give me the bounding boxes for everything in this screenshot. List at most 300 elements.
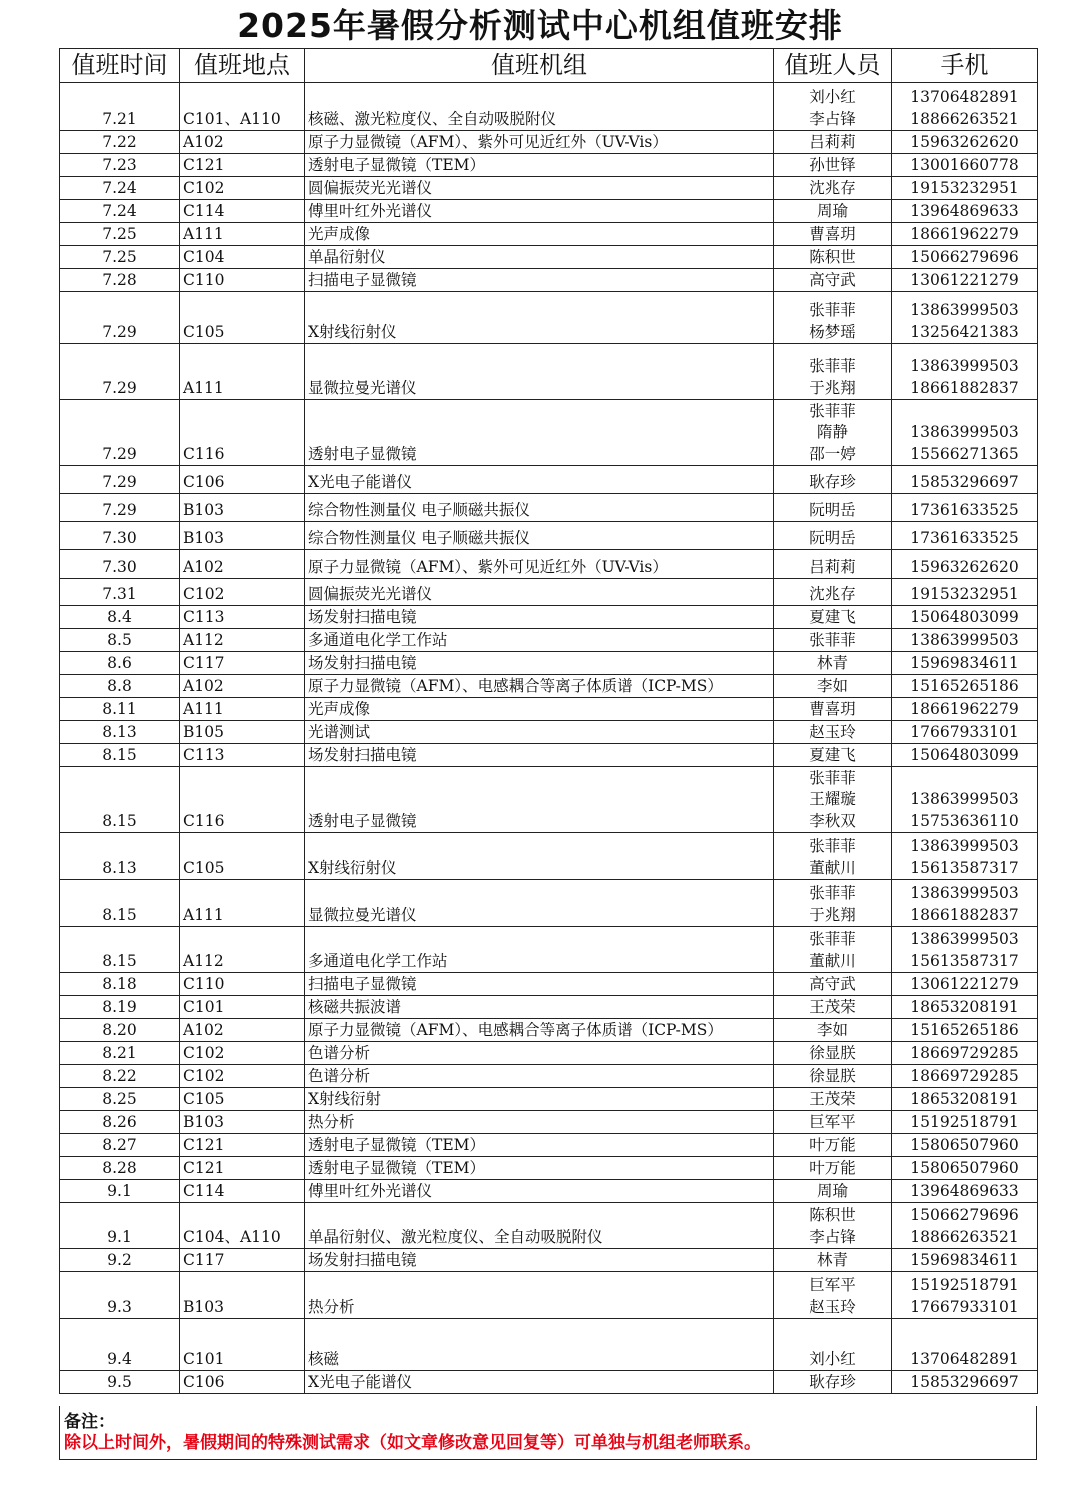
staff-cell [774, 1134, 892, 1157]
table-row [60, 1180, 1038, 1203]
table-header-row [60, 49, 1038, 83]
table-row [60, 606, 1038, 629]
duty-date-cell: 9.2 [60, 1249, 180, 1272]
duty-date-cell: 9.3 [60, 1272, 180, 1319]
staff-cell [774, 996, 892, 1019]
phone-cell [892, 466, 1038, 494]
phone-number: 13964869633 [910, 1181, 1019, 1200]
duty-location-cell: C114 [180, 1180, 305, 1203]
duty-date-cell: 8.6 [60, 652, 180, 675]
staff-name: 董献川 [809, 951, 856, 970]
duty-location-cell: C105 [180, 292, 305, 344]
phone-number: 15064803099 [910, 607, 1019, 626]
instrument-cell: 单晶衍射仪、激光粒度仪、全自动吸脱附仪 [305, 1203, 774, 1249]
duty-date-cell: 8.18 [60, 973, 180, 996]
duty-location-cell: A102 [180, 131, 305, 154]
staff-name: 孙世铎 [809, 155, 856, 174]
instrument-cell: 核磁共振波谱 [305, 996, 774, 1019]
duty-location-cell: A102 [180, 675, 305, 698]
staff-name: 王耀璇 [809, 790, 856, 808]
duty-location-cell: C102 [180, 1065, 305, 1088]
table-row [60, 721, 1038, 744]
table-row [60, 698, 1038, 721]
instrument-cell: 核磁 [305, 1319, 774, 1371]
duty-location-cell: C114 [180, 200, 305, 223]
duty-location-cell: A111 [180, 223, 305, 246]
phone-cell [892, 652, 1038, 675]
duty-location-cell: C101 [180, 1319, 305, 1371]
table-row [60, 675, 1038, 698]
staff-name: 阮明岳 [809, 500, 856, 519]
table-row [60, 1042, 1038, 1065]
staff-cell [774, 744, 892, 767]
duty-date-cell: 7.29 [60, 292, 180, 344]
phone-cell [892, 629, 1038, 652]
duty-location-cell: A111 [180, 880, 305, 927]
phone-cell [892, 494, 1038, 522]
instrument-cell: 傅里叶红外光谱仪 [305, 1180, 774, 1203]
duty-date-cell: 8.13 [60, 721, 180, 744]
duty-location-cell: C117 [180, 1249, 305, 1272]
phone-cell [892, 83, 1038, 131]
phone-number: 15853296697 [910, 1372, 1019, 1391]
table-row [60, 1134, 1038, 1157]
duty-date-cell: 9.4 [60, 1319, 180, 1371]
header-duty-time: 值班时间 [60, 49, 180, 83]
phone-cell [892, 1203, 1038, 1249]
header-instrument-group: 值班机组 [305, 49, 774, 83]
table-row [60, 744, 1038, 767]
phone-number: 15165265186 [910, 1020, 1019, 1039]
staff-cell [774, 292, 892, 344]
phone-number: 15853296697 [910, 472, 1019, 491]
phone-cell [892, 927, 1038, 973]
table-row [60, 1249, 1038, 1272]
phone-number: 15613587317 [910, 858, 1019, 877]
phone-cell [892, 833, 1038, 880]
table-row [60, 996, 1038, 1019]
table-row [60, 927, 1038, 973]
phone-cell [892, 1019, 1038, 1042]
table-row [60, 579, 1038, 606]
duty-date-cell: 7.31 [60, 579, 180, 606]
phone-number: 18661882837 [910, 378, 1019, 397]
duty-location-cell: A112 [180, 629, 305, 652]
phone-number: 15969834611 [910, 1250, 1019, 1269]
duty-location-cell: C106 [180, 466, 305, 494]
header-mobile-phone: 手机 [892, 49, 1038, 83]
phone-cell [892, 675, 1038, 698]
duty-date-cell: 9.5 [60, 1371, 180, 1394]
staff-name: 刘小红 [809, 1349, 856, 1368]
staff-cell [774, 246, 892, 269]
phone-cell [892, 1319, 1038, 1371]
staff-name: 李如 [816, 676, 848, 695]
instrument-cell: 透射电子显微镜 [305, 767, 774, 833]
table-row [60, 400, 1038, 466]
phone-cell [892, 1180, 1038, 1203]
duty-location-cell: A111 [180, 344, 305, 400]
duty-location-cell: C105 [180, 1088, 305, 1111]
phone-number: 13863999503 [910, 930, 1019, 948]
duty-location-cell: B103 [180, 494, 305, 522]
instrument-cell: 色谱分析 [305, 1042, 774, 1065]
staff-name: 林青 [816, 653, 848, 672]
phone-number: 15613587317 [910, 951, 1019, 970]
table-row [60, 767, 1038, 833]
phone-number: 18866263521 [910, 109, 1019, 128]
staff-cell [774, 721, 892, 744]
duty-location-cell: B105 [180, 721, 305, 744]
duty-date-cell: 8.5 [60, 629, 180, 652]
staff-name: 叶万能 [809, 1135, 856, 1154]
staff-cell [774, 1180, 892, 1203]
phone-number: 15963262620 [910, 557, 1019, 576]
table-row [60, 1088, 1038, 1111]
duty-location-cell: C102 [180, 1042, 305, 1065]
instrument-cell: 色谱分析 [305, 1065, 774, 1088]
instrument-cell: 综合物性测量仪 电子顺磁共振仪 [305, 494, 774, 522]
phone-cell [892, 550, 1038, 579]
duty-date-cell: 8.28 [60, 1157, 180, 1180]
header-duty-staff: 值班人员 [774, 49, 892, 83]
staff-cell [774, 973, 892, 996]
instrument-cell: 光谱测试 [305, 721, 774, 744]
phone-number: 13061221279 [910, 974, 1019, 993]
staff-cell [774, 579, 892, 606]
duty-date-cell: 7.30 [60, 550, 180, 579]
duty-date-cell: 7.29 [60, 344, 180, 400]
phone-number: 13863999503 [910, 790, 1019, 808]
duty-date-cell: 9.1 [60, 1180, 180, 1203]
staff-name: 张菲菲 [809, 884, 856, 902]
duty-date-cell: 9.1 [60, 1203, 180, 1249]
staff-name: 于兆翔 [809, 905, 856, 924]
staff-name: 刘小红 [809, 88, 856, 106]
staff-name: 周瑜 [816, 201, 848, 220]
duty-date-cell: 8.11 [60, 698, 180, 721]
duty-date-cell: 7.22 [60, 131, 180, 154]
duty-date-cell: 8.19 [60, 996, 180, 1019]
phone-cell [892, 973, 1038, 996]
staff-name: 叶万能 [809, 1158, 856, 1177]
staff-cell [774, 675, 892, 698]
staff-cell [774, 494, 892, 522]
staff-cell [774, 1203, 892, 1249]
duty-date-cell: 8.15 [60, 880, 180, 927]
instrument-cell: 热分析 [305, 1272, 774, 1319]
phone-number: 15566271365 [910, 444, 1019, 463]
phone-cell [892, 246, 1038, 269]
staff-cell [774, 927, 892, 973]
phone-number: 13863999503 [910, 423, 1019, 441]
instrument-cell: 扫描电子显微镜 [305, 973, 774, 996]
duty-date-cell: 8.26 [60, 1111, 180, 1134]
phone-number: 13964869633 [910, 201, 1019, 220]
instrument-cell: 原子力显微镜（AFM）、电感耦合等离子体质谱（ICP-MS） [305, 1019, 774, 1042]
staff-cell [774, 522, 892, 550]
instrument-cell: 圆偏振荧光光谱仪 [305, 177, 774, 200]
staff-name: 耿存珍 [809, 472, 856, 491]
phone-number: 17667933101 [910, 722, 1019, 741]
phone-number: 15066279696 [910, 247, 1019, 266]
staff-name: 巨军平 [809, 1112, 856, 1131]
duty-date-cell: 8.15 [60, 744, 180, 767]
staff-cell [774, 1371, 892, 1394]
instrument-cell: X光电子能谱仪 [305, 466, 774, 494]
phone-number: 13256421383 [910, 322, 1019, 341]
phone-number: 15192518791 [910, 1276, 1019, 1294]
phone-cell [892, 1111, 1038, 1134]
instrument-cell: X射线衍射仪 [305, 292, 774, 344]
staff-cell [774, 1065, 892, 1088]
phone-number: 18669729285 [910, 1043, 1019, 1062]
staff-cell [774, 767, 892, 833]
notes-text: 除以上时间外，暑假期间的特殊测试需求（如文章修改意见回复等）可单独与机组老师联系。 [64, 1433, 761, 1453]
staff-cell [774, 466, 892, 494]
staff-name: 王茂荣 [809, 1089, 856, 1108]
phone-number: 18669729285 [910, 1066, 1019, 1085]
phone-number: 15806507960 [910, 1135, 1019, 1154]
table-row [60, 1319, 1038, 1371]
duty-location-cell: A102 [180, 1019, 305, 1042]
duty-date-cell: 8.21 [60, 1042, 180, 1065]
instrument-cell: 傅里叶红外光谱仪 [305, 200, 774, 223]
duty-location-cell: A111 [180, 698, 305, 721]
duty-date-cell: 8.13 [60, 833, 180, 880]
phone-cell [892, 1042, 1038, 1065]
duty-location-cell: C101、A110 [180, 83, 305, 131]
staff-cell [774, 698, 892, 721]
instrument-cell: 场发射扫描电镜 [305, 652, 774, 675]
table-row [60, 83, 1038, 131]
instrument-cell: 光声成像 [305, 223, 774, 246]
table-row [60, 494, 1038, 522]
staff-name: 林青 [816, 1250, 848, 1269]
instrument-cell: 场发射扫描电镜 [305, 1249, 774, 1272]
header-duty-location: 值班地点 [180, 49, 305, 83]
staff-name: 张菲菲 [809, 357, 856, 375]
phone-number: 13863999503 [910, 357, 1019, 375]
page-title: 2025年暑假分析测试中心机组值班安排 [237, 6, 843, 45]
phone-cell [892, 996, 1038, 1019]
duty-location-cell: C102 [180, 177, 305, 200]
phone-number: 15066279696 [910, 1206, 1019, 1224]
notes-label: 备注： [64, 1412, 115, 1432]
staff-name: 阮明岳 [809, 528, 856, 547]
staff-name: 王茂荣 [809, 997, 856, 1016]
instrument-cell: 原子力显微镜（AFM）、电感耦合等离子体质谱（ICP-MS） [305, 675, 774, 698]
phone-number: 13863999503 [910, 884, 1019, 902]
phone-cell [892, 698, 1038, 721]
instrument-cell: X光电子能谱仪 [305, 1371, 774, 1394]
staff-name: 李占锋 [809, 1227, 856, 1246]
table-row [60, 550, 1038, 579]
staff-name: 徐显朕 [809, 1066, 856, 1085]
duty-location-cell: C105 [180, 833, 305, 880]
instrument-cell: 透射电子显微镜（TEM） [305, 154, 774, 177]
staff-cell [774, 1019, 892, 1042]
phone-number: 19153232951 [910, 584, 1019, 603]
duty-date-cell: 8.20 [60, 1019, 180, 1042]
duty-location-cell: C106 [180, 1371, 305, 1394]
duty-date-cell: 8.27 [60, 1134, 180, 1157]
staff-name: 高守武 [809, 974, 856, 993]
staff-name: 沈兆存 [809, 178, 856, 197]
staff-name: 耿存珍 [809, 1372, 856, 1391]
staff-name: 陈积世 [809, 247, 856, 266]
instrument-cell: 圆偏振荧光光谱仪 [305, 579, 774, 606]
staff-cell [774, 629, 892, 652]
staff-name: 杨梦瑶 [809, 322, 856, 341]
phone-cell [892, 177, 1038, 200]
staff-name: 夏建飞 [809, 607, 856, 626]
staff-name: 隋静 [816, 423, 848, 441]
duty-location-cell: C104、A110 [180, 1203, 305, 1249]
duty-date-cell: 8.25 [60, 1088, 180, 1111]
phone-number: 15064803099 [910, 745, 1019, 764]
phone-cell [892, 344, 1038, 400]
duty-date-cell: 7.23 [60, 154, 180, 177]
staff-cell [774, 1042, 892, 1065]
instrument-cell: 透射电子显微镜（TEM） [305, 1134, 774, 1157]
staff-cell [774, 269, 892, 292]
staff-cell [774, 400, 892, 466]
table-row [60, 246, 1038, 269]
table-row [60, 131, 1038, 154]
phone-number: 18653208191 [910, 997, 1019, 1016]
duty-date-cell: 8.15 [60, 927, 180, 973]
staff-name: 赵玉玲 [809, 1297, 856, 1316]
duty-location-cell: C110 [180, 973, 305, 996]
duty-location-cell: C121 [180, 1134, 305, 1157]
phone-number: 18661962279 [910, 224, 1019, 243]
staff-name: 曹喜玥 [809, 699, 856, 718]
table-row [60, 1371, 1038, 1394]
table-row [60, 880, 1038, 927]
staff-cell [774, 1319, 892, 1371]
staff-name: 曹喜玥 [809, 224, 856, 243]
phone-number: 17361633525 [910, 528, 1019, 547]
staff-cell [774, 344, 892, 400]
phone-cell [892, 522, 1038, 550]
phone-number: 13706482891 [910, 88, 1019, 106]
phone-cell [892, 269, 1038, 292]
staff-name: 李占锋 [809, 109, 856, 128]
table-row [60, 223, 1038, 246]
staff-cell [774, 223, 892, 246]
staff-name: 于兆翔 [809, 378, 856, 397]
duty-location-cell: C104 [180, 246, 305, 269]
duty-date-cell: 7.24 [60, 177, 180, 200]
table-row [60, 1157, 1038, 1180]
table-row [60, 1019, 1038, 1042]
staff-name: 邵一婷 [809, 444, 856, 463]
staff-cell [774, 550, 892, 579]
table-row [60, 629, 1038, 652]
staff-name: 陈积世 [809, 1206, 856, 1224]
staff-cell [774, 154, 892, 177]
phone-number: 13863999503 [910, 630, 1019, 649]
staff-cell [774, 177, 892, 200]
staff-name: 徐显朕 [809, 1043, 856, 1062]
phone-number: 19153232951 [910, 178, 1019, 197]
duty-location-cell: B103 [180, 522, 305, 550]
duty-location-cell: C116 [180, 400, 305, 466]
phone-number: 15969834611 [910, 653, 1019, 672]
staff-name: 吕莉莉 [809, 132, 856, 151]
staff-cell [774, 1249, 892, 1272]
phone-cell [892, 880, 1038, 927]
duty-date-cell: 7.28 [60, 269, 180, 292]
staff-cell [774, 1111, 892, 1134]
duty-date-cell: 7.29 [60, 466, 180, 494]
phone-number: 13061221279 [910, 270, 1019, 289]
instrument-cell: 原子力显微镜（AFM）、紫外可见近红外（UV-Vis） [305, 131, 774, 154]
duty-date-cell: 8.15 [60, 767, 180, 833]
duty-date-cell: 7.29 [60, 400, 180, 466]
staff-name: 张菲菲 [809, 930, 856, 948]
instrument-cell: 综合物性测量仪 电子顺磁共振仪 [305, 522, 774, 550]
duty-date-cell: 7.21 [60, 83, 180, 131]
phone-number: 15165265186 [910, 676, 1019, 695]
phone-cell [892, 292, 1038, 344]
phone-cell [892, 579, 1038, 606]
table-row [60, 1203, 1038, 1249]
phone-cell [892, 200, 1038, 223]
staff-name: 吕莉莉 [809, 557, 856, 576]
staff-name: 董献川 [809, 858, 856, 877]
phone-cell [892, 223, 1038, 246]
instrument-cell: 场发射扫描电镜 [305, 606, 774, 629]
duty-location-cell: B103 [180, 1111, 305, 1134]
table-row [60, 292, 1038, 344]
notes-section [59, 1406, 1037, 1460]
staff-cell [774, 200, 892, 223]
staff-cell [774, 1088, 892, 1111]
staff-cell [774, 1157, 892, 1180]
table-row [60, 344, 1038, 400]
phone-cell [892, 1272, 1038, 1319]
duty-location-cell: C102 [180, 579, 305, 606]
duty-location-cell: C101 [180, 996, 305, 1019]
duty-date-cell: 7.25 [60, 223, 180, 246]
phone-number: 13706482891 [910, 1349, 1019, 1368]
staff-name: 周瑜 [816, 1181, 848, 1200]
instrument-cell: 透射电子显微镜 [305, 400, 774, 466]
table-row [60, 154, 1038, 177]
duty-date-cell: 8.4 [60, 606, 180, 629]
table-row [60, 1111, 1038, 1134]
phone-cell [892, 1065, 1038, 1088]
staff-name: 李如 [816, 1020, 848, 1039]
staff-name: 沈兆存 [809, 584, 856, 603]
table-row [60, 652, 1038, 675]
staff-name: 张菲菲 [809, 401, 856, 420]
table-row [60, 177, 1038, 200]
phone-number: 18653208191 [910, 1089, 1019, 1108]
phone-cell [892, 606, 1038, 629]
staff-name: 张菲菲 [809, 630, 856, 649]
duty-date-cell: 8.8 [60, 675, 180, 698]
staff-name: 张菲菲 [809, 301, 856, 319]
staff-cell [774, 131, 892, 154]
phone-cell [892, 744, 1038, 767]
table-row [60, 973, 1038, 996]
phone-number: 15963262620 [910, 132, 1019, 151]
staff-cell [774, 833, 892, 880]
duty-date-cell: 7.25 [60, 246, 180, 269]
